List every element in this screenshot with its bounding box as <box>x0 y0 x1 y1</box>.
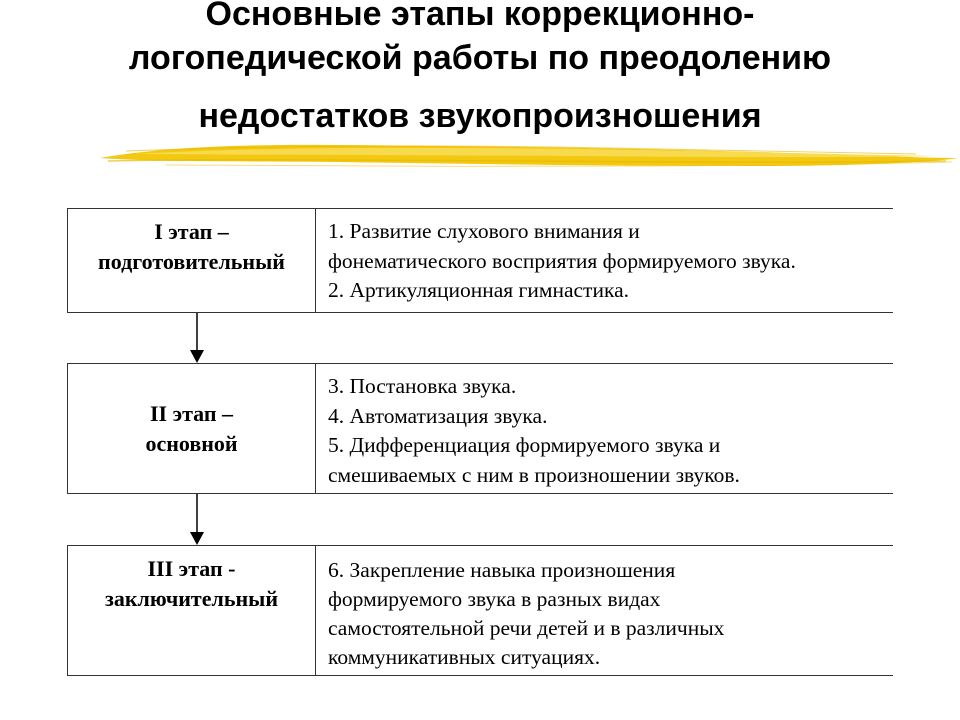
stage-2-name-cell <box>68 364 316 493</box>
stage-3-name-cell <box>68 546 316 675</box>
stage-3-task-line-4: коммуникативных ситуациях. <box>328 645 601 669</box>
title-line-3: недостатков звукопроизношения <box>198 97 762 135</box>
arrow-stage-1-to-2 <box>189 313 205 363</box>
stage-2-task-line-3: 5. Дифференциация формируемого звука и <box>328 433 721 457</box>
stage-1-tasks-cell <box>316 209 893 312</box>
stage-2-label-line-2: основной <box>145 430 238 456</box>
stage-3-task-line-1: 6. Закрепление навыка произношения <box>328 558 676 582</box>
stage-row-3 <box>67 545 893 676</box>
stage-2-task-line-4: смешиваемых с ним в произношении звуков. <box>328 462 740 487</box>
stage-2-task-line-1: 3. Постановка звука. <box>328 374 517 398</box>
stage-1-name-cell <box>68 209 316 312</box>
stage-1-task-line-1: 1. Развитие слухового внимания и <box>328 219 640 243</box>
stage-3-task-line-3: самостоятельной речи детей и в различных <box>328 616 725 640</box>
stage-3-task-line-2: формируемого звука в разных видах <box>328 587 661 611</box>
arrow-stage-2-to-3 <box>189 494 205 545</box>
stage-3-label-line-1: III этап - <box>147 556 236 581</box>
stage-1-task-line-2: фонематического восприятия формируемого звука. <box>328 248 796 273</box>
stage-row-1 <box>67 208 893 313</box>
stage-row-2 <box>67 363 893 494</box>
stage-1-task-line-3: 2. Артикуляционная гимнастика. <box>328 278 629 302</box>
title-line-2: логопедической работы по преодолению <box>128 39 832 77</box>
stage-2-label-line-1: II этап – <box>149 400 234 426</box>
title-line-1: Основные этапы коррекционно- <box>205 0 755 33</box>
stage-1-label-line-2: подготовительный <box>98 249 285 274</box>
stage-1-label-line-1: I этап – <box>154 219 229 244</box>
stage-3-label-line-2: заключительный <box>105 586 278 611</box>
stage-3-tasks-cell <box>316 546 893 675</box>
stage-2-task-line-2: 4. Автоматизация звука. <box>328 403 548 428</box>
stage-2-tasks-cell <box>316 364 893 493</box>
brush-stroke-underline <box>96 132 960 176</box>
